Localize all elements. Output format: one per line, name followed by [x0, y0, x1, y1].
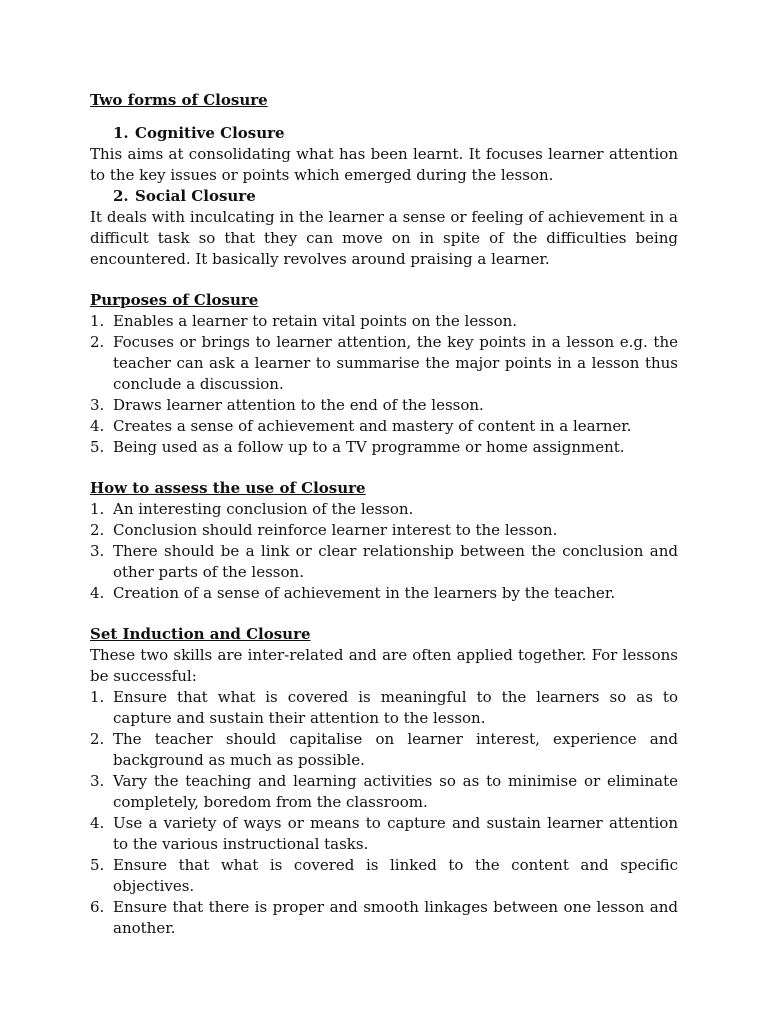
list-text: Being used as a follow up to a TV programme or home assignment. — [113, 438, 625, 456]
list-number: 4. — [90, 584, 105, 602]
sub-heading-number: 2. — [113, 187, 129, 205]
document-page — [90, 90, 678, 939]
list-item — [90, 771, 678, 813]
assess-list — [90, 499, 678, 604]
list-item — [90, 520, 678, 541]
purposes-list — [90, 311, 678, 458]
list-text: Conclusion should reinforce learner interest to the lesson. — [113, 521, 558, 539]
list-number: 4. — [90, 814, 105, 832]
list-item — [90, 813, 678, 855]
list-text: Enables a learner to retain vital points on the lesson. — [113, 312, 518, 330]
list-item — [90, 311, 678, 332]
sub-heading-social — [90, 186, 678, 207]
paragraph-social: It deals with inculcating in the learner a sense or feeling of achievement in a difficult task so that they can move on in spite of the difficulties being encountered. It basically revolves around praising a learner. — [90, 208, 678, 268]
paragraph-set-induction-intro: These two skills are inter-related and are often applied together. For lessons be successful: — [90, 646, 678, 685]
list-text: Use a variety of ways or means to capture and sustain learner attention to the various instructional tasks. — [113, 814, 678, 853]
list-text: Ensure that what is covered is meaningful to the learners so as to capture and sustain their attention to the lesson. — [113, 688, 678, 727]
sub-heading-title: Cognitive Closure — [135, 124, 285, 142]
list-number: 2. — [90, 730, 105, 748]
set-induction-list — [90, 687, 678, 939]
list-item — [90, 332, 678, 395]
list-number: 1. — [90, 500, 105, 518]
list-text: Creates a sense of achievement and mastery of content in a learner. — [113, 417, 632, 435]
sub-heading-title: Social Closure — [135, 187, 256, 205]
list-text: Ensure that what is covered is linked to the content and specific objectives. — [113, 856, 678, 895]
list-text: Vary the teaching and learning activities so as to minimise or eliminate completely, boredom from the classroom. — [113, 772, 678, 811]
list-number: 1. — [90, 688, 105, 706]
list-text: Draws learner attention to the end of the lesson. — [113, 396, 484, 414]
list-text: An interesting conclusion of the lesson. — [113, 500, 414, 518]
list-text: There should be a link or clear relationship between the conclusion and other parts of the lesson. — [113, 542, 678, 581]
section-heading-set-induction: Set Induction and Closure — [90, 625, 311, 643]
list-item — [90, 541, 678, 583]
list-item — [90, 437, 678, 458]
paragraph-cognitive: This aims at consolidating what has been learnt. It focuses learner attention to the key issues or points which emerged during the lesson. — [90, 145, 678, 184]
list-text: Focuses or brings to learner attention, the key points in a lesson e.g. the teacher can ask a learner to summarise the major points in a lesson thus conclude a discussion. — [113, 333, 678, 393]
list-item — [90, 416, 678, 437]
list-number: 3. — [90, 772, 105, 790]
list-item — [90, 855, 678, 897]
list-item — [90, 499, 678, 520]
list-number: 2. — [90, 521, 105, 539]
list-number: 1. — [90, 312, 105, 330]
list-number: 3. — [90, 542, 105, 560]
section-heading-purposes: Purposes of Closure — [90, 291, 259, 309]
list-item — [90, 583, 678, 604]
list-number: 5. — [90, 438, 105, 456]
sub-heading-cognitive — [90, 123, 678, 144]
list-number: 3. — [90, 396, 105, 414]
list-item — [90, 897, 678, 939]
list-text: Ensure that there is proper and smooth linkages between one lesson and another. — [113, 898, 678, 937]
list-item — [90, 687, 678, 729]
list-number: 2. — [90, 333, 105, 351]
list-number: 6. — [90, 898, 105, 916]
list-text: The teacher should capitalise on learner interest, experience and background as much as possible. — [113, 730, 678, 769]
section-heading-assess: How to assess the use of Closure — [90, 479, 366, 497]
list-item — [90, 729, 678, 771]
sub-heading-number: 1. — [113, 124, 129, 142]
list-item — [90, 395, 678, 416]
list-number: 4. — [90, 417, 105, 435]
section-heading-forms: Two forms of Closure — [90, 91, 268, 109]
list-text: Creation of a sense of achievement in the learners by the teacher. — [113, 584, 616, 602]
list-number: 5. — [90, 856, 105, 874]
